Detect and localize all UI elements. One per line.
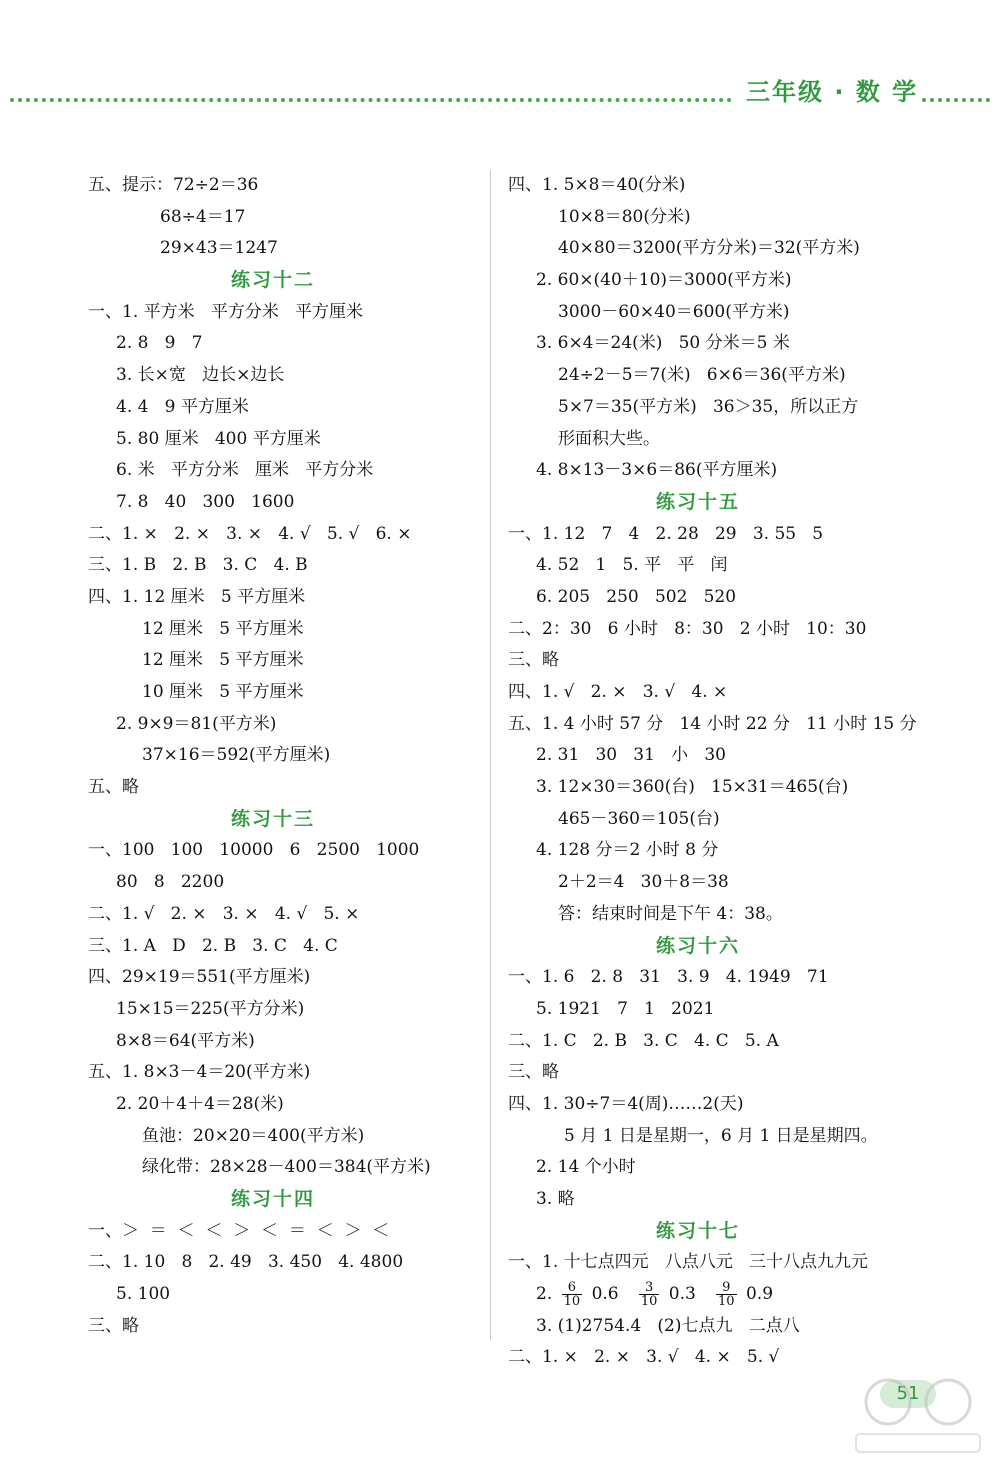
answer-line: 四、29×19＝551(平方厘米)	[88, 967, 311, 988]
answer-line: 二、1. √ 2. × 3. × 4. √ 5. ×	[88, 903, 360, 924]
answer-line: 4. 52 1 5. 平 平 闰	[536, 555, 728, 576]
answer-line: 四、1. 5×8＝40(分米)	[508, 175, 686, 195]
answer-line: 12 厘米 5 平方厘米	[142, 650, 304, 671]
answer-line: 15×15＝225(平方分米)	[116, 998, 305, 1019]
answer-line: 四、1. √ 2. × 3. √ 4. ×	[508, 682, 728, 702]
answer-line: 4. 128 分＝2 小时 8 分	[536, 840, 719, 861]
answer-line: 10×8＝80(分米)	[558, 206, 691, 227]
answer-line: 5. 100	[116, 1284, 171, 1305]
decimal-value: 0.6	[586, 1284, 635, 1305]
answer-line: 2＋2＝4 30＋8＝38	[558, 872, 729, 893]
page-number: 51	[880, 1380, 936, 1408]
answer-line: 五、1. 4 小时 57 分 14 小时 22 分 11 小时 15 分	[508, 713, 917, 734]
answer-line: 2. 14 个小时	[536, 1157, 636, 1178]
answer-line: 2. 8 9 7	[116, 333, 203, 354]
fraction	[716, 1281, 737, 1308]
answer-line: 3. 6×4＝24(米) 50 分米＝5 米	[536, 333, 790, 354]
answer-line: 6. 米 平方分米 厘米 平方分米	[116, 460, 374, 481]
answer-line: 二、1. × 2. × 3. √ 4. × 5. √	[508, 1347, 780, 1368]
answer-line: 二、1. 10 8 2. 49 3. 450 4. 4800	[88, 1252, 404, 1273]
answer-line: 五、提示：72÷2＝36	[88, 175, 259, 195]
answer-line: 40×80＝3200(平方分米)＝32(平方米)	[558, 238, 860, 259]
answer-line: 一、1. 6 2. 8 31 3. 9 4. 1949 71	[508, 967, 829, 988]
answer-line: 一、1. 平方米 平方分米 平方厘米	[88, 301, 364, 322]
answer-line: 三、略	[508, 1062, 559, 1083]
answer-line: 四、1. 30÷7＝4(周)……2(天)	[508, 1093, 744, 1114]
section-heading: 练习十七	[655, 1219, 740, 1242]
answer-line: 12 厘米 5 平方厘米	[142, 618, 304, 639]
fraction-numerator: 9	[716, 1281, 737, 1295]
answer-line: 7. 8 40 300 1600	[116, 491, 295, 512]
answer-line: 80 8 2200	[116, 872, 225, 893]
answer-line-fractions	[508, 1279, 908, 1311]
item-number: 2.	[536, 1284, 558, 1305]
answer-line: 一、1. 十七点四元 八点八元 三十八点九九元	[508, 1252, 869, 1273]
answer-line: 2. 31 30 31 小 30	[536, 745, 726, 766]
answer-line: 3. 12×30＝360(台) 15×31＝465(台)	[536, 777, 849, 798]
header-title: 三年级 · 数 学	[746, 78, 919, 106]
answer-line: 8×8＝64(平方米)	[116, 1030, 255, 1051]
answer-line: 465－360＝105(台)	[558, 808, 720, 829]
section-heading: 练习十六	[655, 934, 740, 957]
left-column	[88, 170, 478, 1342]
answer-line: 24÷2－5＝7(米) 6×6＝36(平方米)	[558, 365, 846, 386]
section-heading: 练习十二	[230, 269, 315, 292]
fraction-denominator: 10	[718, 1294, 735, 1310]
section-heading: 练习十四	[230, 1188, 315, 1210]
answer-line: 4. 4 9 平方厘米	[116, 396, 249, 417]
answer-line: 三、略	[88, 1315, 139, 1336]
fraction-denominator: 10	[563, 1294, 581, 1310]
answer-line: 鱼池：20×20＝400(平方米)	[142, 1125, 365, 1146]
answer-line: 一、100 100 10000 6 2500 1000	[88, 840, 420, 861]
fraction-numerator: 3	[639, 1281, 660, 1295]
answer-line: 5. 1921 7 1 2021	[536, 998, 715, 1019]
answer-line: 二、2：30 6 小时 8：30 2 小时 10：30	[508, 618, 867, 639]
answer-line: 五、1. 8×3－4＝20(平方米)	[88, 1062, 311, 1083]
right-column	[508, 170, 917, 1374]
answer-line: 37×16＝592(平方厘米)	[142, 745, 331, 766]
answer-line: 5. 80 厘米 400 平方厘米	[116, 428, 321, 449]
column-divider	[490, 170, 491, 1340]
answer-line: 2. 20＋4＋4＝28(米)	[116, 1093, 284, 1114]
answer-line: 29×43＝1247	[160, 238, 278, 259]
answer-line: 3. 略	[536, 1189, 575, 1209]
decimal-value: 0.3	[663, 1284, 713, 1305]
answer-line: 3. (1)2754.4 (2)七点九 二点八	[536, 1315, 800, 1336]
answer-line: 2. 9×9＝81(平方米)	[116, 713, 277, 734]
answer-line: 绿化带：28×28－400＝384(平方米)	[142, 1157, 431, 1178]
answer-line: 五、略	[88, 777, 139, 798]
answer-line: 5 月 1 日是星期一，6 月 1 日是星期四。	[564, 1125, 878, 1146]
answer-line: 二、1. C 2. B 3. C 4. C 5. A	[508, 1030, 779, 1051]
answer-line: 一、1. 12 7 4 2. 28 29 3. 55 5	[508, 523, 824, 544]
answer-line: 形面积大些。	[558, 428, 660, 449]
section-heading: 练习十三	[230, 807, 315, 830]
answer-line: 四、1. 12 厘米 5 平方厘米	[88, 586, 306, 607]
answer-line: 三、1. B 2. B 3. C 4. B	[88, 555, 308, 576]
section-heading: 练习十五	[655, 490, 740, 513]
page-header	[0, 68, 1000, 108]
answer-line: 三、略	[508, 650, 559, 671]
watermark-logo	[842, 1372, 994, 1462]
answer-line: 二、1. × 2. × 3. × 4. √ 5. √ 6. ×	[88, 523, 412, 544]
fraction	[639, 1281, 660, 1308]
header-dotted-rule-right	[922, 98, 990, 102]
answer-line: 6. 205 250 502 520	[536, 586, 737, 607]
answer-line: 68÷4＝17	[160, 206, 246, 227]
decimal-value: 0.9	[740, 1284, 790, 1305]
answer-line: 3. 长×宽 边长×边长	[116, 365, 285, 386]
fraction-numerator: 6	[562, 1281, 583, 1295]
answer-line: 答：结束时间是下午 4：38。	[558, 903, 783, 924]
answer-line: 5×7＝35(平方米) 36＞35，所以正方	[558, 396, 859, 417]
answer-line: 三、1. A D 2. B 3. C 4. C	[88, 935, 338, 956]
answer-line: 10 厘米 5 平方厘米	[142, 682, 304, 702]
answer-line: 4. 8×13－3×6＝86(平方厘米)	[536, 460, 778, 481]
fraction	[562, 1281, 583, 1308]
fraction-denominator: 10	[640, 1294, 658, 1310]
answer-line: 3000－60×40＝600(平方米)	[558, 301, 790, 322]
header-dotted-rule-left	[10, 98, 732, 102]
answer-line: 一、＞ ＝ ＜ ＜ ＞ ＜ ＝ ＜ ＞ ＜	[88, 1220, 390, 1241]
answer-line: 2. 60×(40＋10)＝3000(平方米)	[536, 270, 792, 291]
